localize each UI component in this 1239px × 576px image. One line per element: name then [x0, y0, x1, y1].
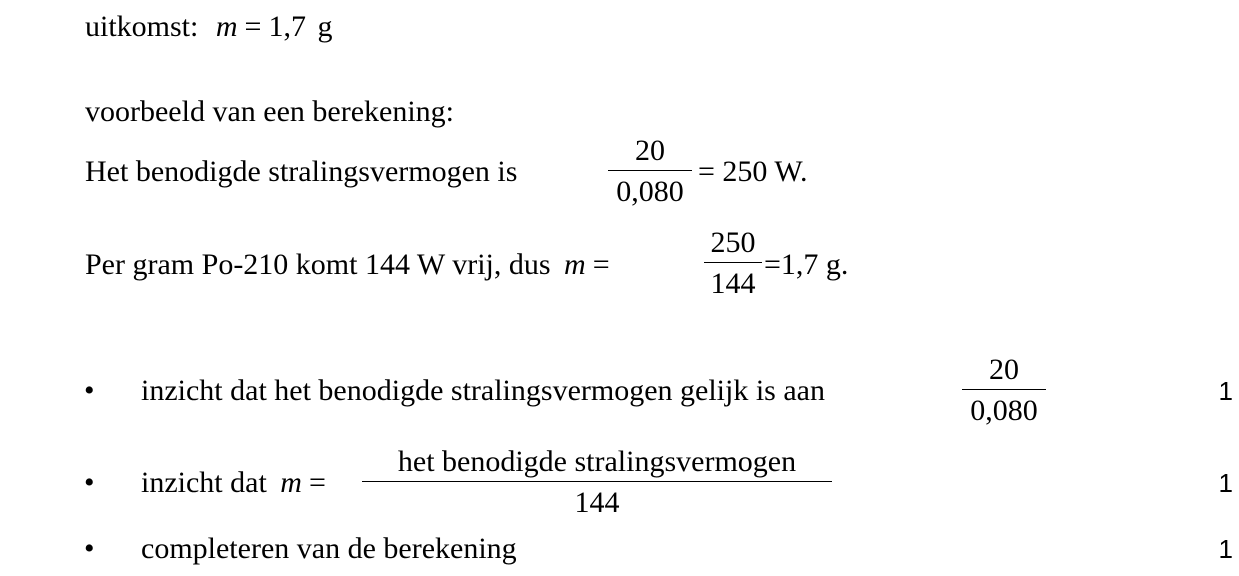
example-line-2-text	[85, 250, 617, 280]
criterion-3-score: 1	[1218, 534, 1233, 564]
example-line-1-fraction	[608, 136, 692, 207]
fraction-numerator: 250	[710, 226, 756, 259]
example-line-2-sentence: Per gram Po-210 komt 144 W vrij, dus	[85, 248, 551, 281]
example-line-2-fraction	[704, 228, 762, 299]
result-variable: m	[215, 10, 238, 43]
equals-sign: =	[592, 248, 610, 281]
criterion-1-score: 1	[1218, 376, 1233, 406]
example-line-2-result	[764, 250, 848, 280]
result-unit: g	[317, 10, 333, 43]
fraction-denominator: 0,080	[616, 175, 684, 208]
result-equals: =	[244, 10, 262, 43]
fraction-numerator: 20	[989, 353, 1019, 386]
fraction-denominator: 144	[710, 267, 756, 300]
result-text: 250 W.	[722, 155, 808, 188]
bullet-icon: •	[84, 532, 95, 565]
criterion-1-fraction	[962, 355, 1046, 426]
fraction-denominator: 144	[574, 486, 620, 519]
equals-sign: =	[308, 466, 326, 499]
fraction-bar	[608, 170, 692, 171]
result-label: uitkomst:	[85, 10, 199, 43]
variable-m: m	[280, 466, 302, 499]
fraction-numerator: het benodigde stralingsvermogen	[397, 445, 797, 478]
example-line-1-text: Het benodigde stralingsvermogen is	[85, 155, 518, 188]
criterion-1-text: inzicht dat het benodigde stralingsvermogen gelijk is aan	[141, 374, 825, 407]
bullet-icon: •	[84, 466, 95, 499]
criterion-2-text	[141, 468, 333, 498]
criterion-3-text: completeren van de berekening	[141, 532, 517, 565]
variable-m: m	[564, 248, 586, 281]
equals-sign: =	[698, 155, 715, 188]
equals-sign: =	[764, 248, 781, 281]
bullet-icon: •	[84, 374, 95, 407]
result-line	[85, 12, 332, 42]
result-value: 1,7	[268, 10, 306, 43]
criterion-2-sentence: inzicht dat	[141, 466, 267, 499]
criterion-2-score: 1	[1218, 468, 1233, 498]
fraction-numerator: 20	[635, 134, 665, 167]
fraction-bar	[362, 481, 832, 482]
criterion-2-fraction	[362, 447, 832, 518]
fraction-denominator: 0,080	[970, 394, 1038, 427]
example-heading: voorbeeld van een berekening:	[85, 95, 455, 128]
fraction-bar	[704, 262, 762, 263]
fraction-bar	[962, 389, 1046, 390]
result-text: 1,7 g.	[780, 248, 849, 281]
example-line-1-result	[698, 157, 807, 187]
